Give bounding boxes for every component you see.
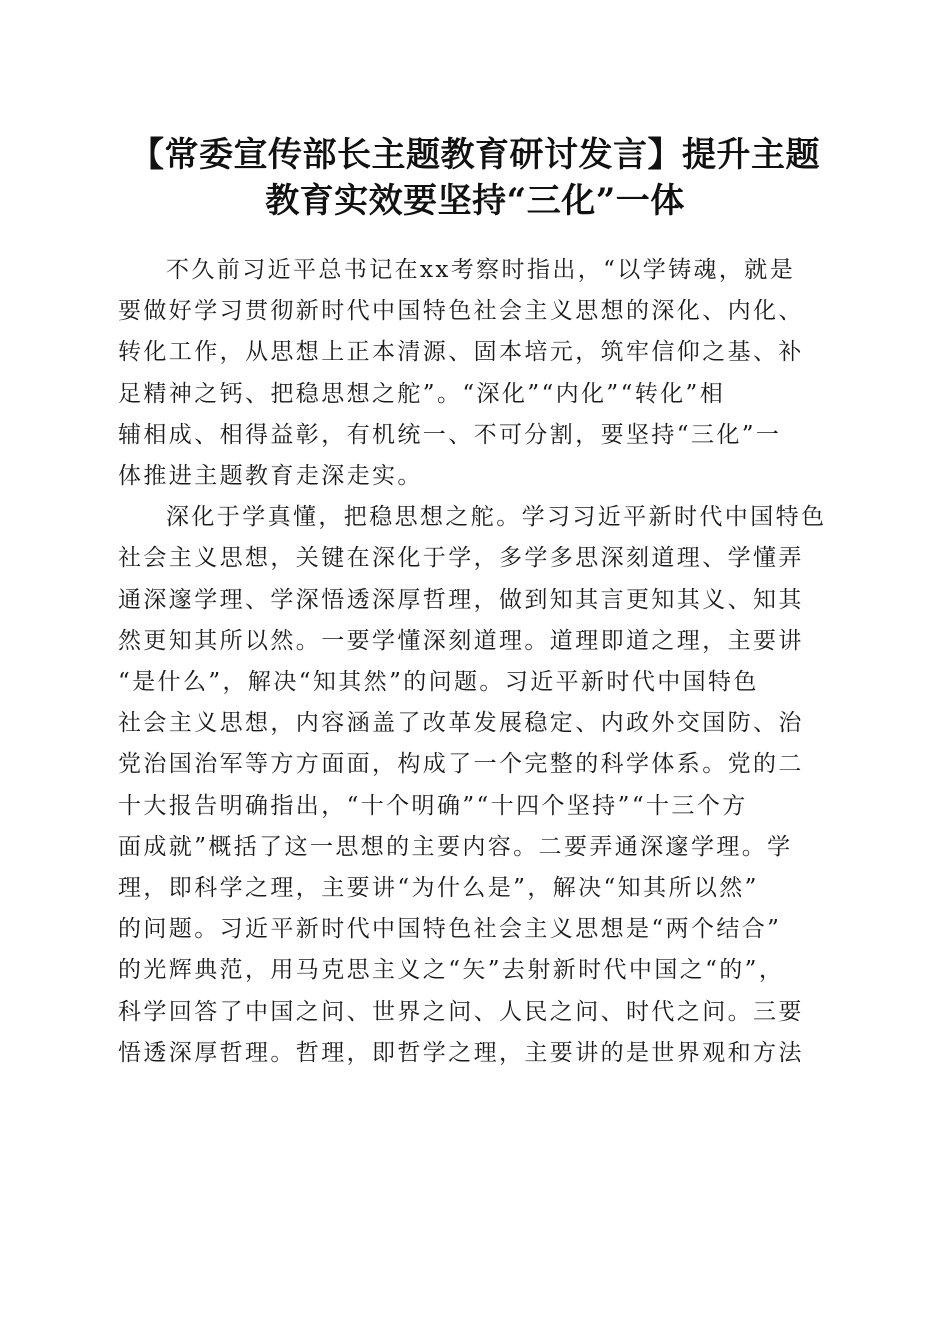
- text-line: 足精神之钙、把稳思想之舵”。“深化”“内化”“转化”相: [118, 380, 726, 407]
- text-line: 然更知其所以然。一要学懂深刻道理。道理即道之理，主要讲: [118, 627, 804, 654]
- text-line: 理，即科学之理，主要讲“为什么是”，解决“知其所以然”: [118, 875, 759, 902]
- text-line: 体推进主题教育走深走实。: [118, 463, 423, 490]
- text-line: 转化工作，从思想上正本清源、固本培元，筑牢信仰之基、补: [118, 339, 804, 366]
- text-line: 的问题。习近平新时代中国特色社会主义思想是“两个结合”: [118, 916, 782, 943]
- text-line: “是什么”，解决“知其然”的问题。习近平新时代中国特色: [118, 669, 759, 696]
- text-line: 悟透深厚哲理。哲理，即哲学之理，主要讲的是世界观和方法: [118, 1039, 804, 1066]
- title-line: 教育实效要坚持“三化”一体: [265, 181, 685, 221]
- text-line: 不久前习近平总书记在xx考察时指出，“以学铸魂，就是: [166, 257, 796, 283]
- text-line: 要做好学习贯彻新时代中国特色社会主义思想的深化、内化、: [118, 298, 804, 325]
- text-line: 十大报告明确指出，“十个明确”“十四个坚持”“十三个方: [118, 792, 748, 819]
- title-line: 【常委宣传部长主题教育研讨发言】提升主题: [130, 135, 820, 175]
- paragraph-1: [118, 250, 830, 497]
- document-title: [100, 132, 850, 224]
- text-line: 的光辉典范，用马克思主义之“矢”去射新时代中国之“的”，: [118, 957, 785, 984]
- text-line: 社会主义思想，内容涵盖了改革发展稳定、内政外交国防、治: [118, 710, 804, 737]
- document-body: [118, 250, 830, 1074]
- text-line: 面成就”概括了这一思想的主要内容。二要弄通深邃学理。学: [118, 833, 793, 860]
- text-line: 社会主义思想，关键在深化于学，多学多思深刻道理、学懂弄: [118, 545, 804, 572]
- text-line: 党治国治军等方方面面，构成了一个完整的科学体系。党的二: [118, 751, 804, 778]
- text-line: 科学回答了中国之问、世界之问、人民之问、时代之问。三要: [118, 998, 804, 1025]
- text-line: 辅相成、相得益彰，有机统一、不可分割，要坚持“三化”一: [118, 421, 782, 448]
- paragraph-2: [118, 497, 830, 1074]
- text-line: 通深邃学理、学深悟透深厚哲理，做到知其言更知其义、知其: [118, 586, 804, 613]
- text-line: 深化于学真懂，把稳思想之舵。学习习近平新时代中国特色: [166, 504, 827, 531]
